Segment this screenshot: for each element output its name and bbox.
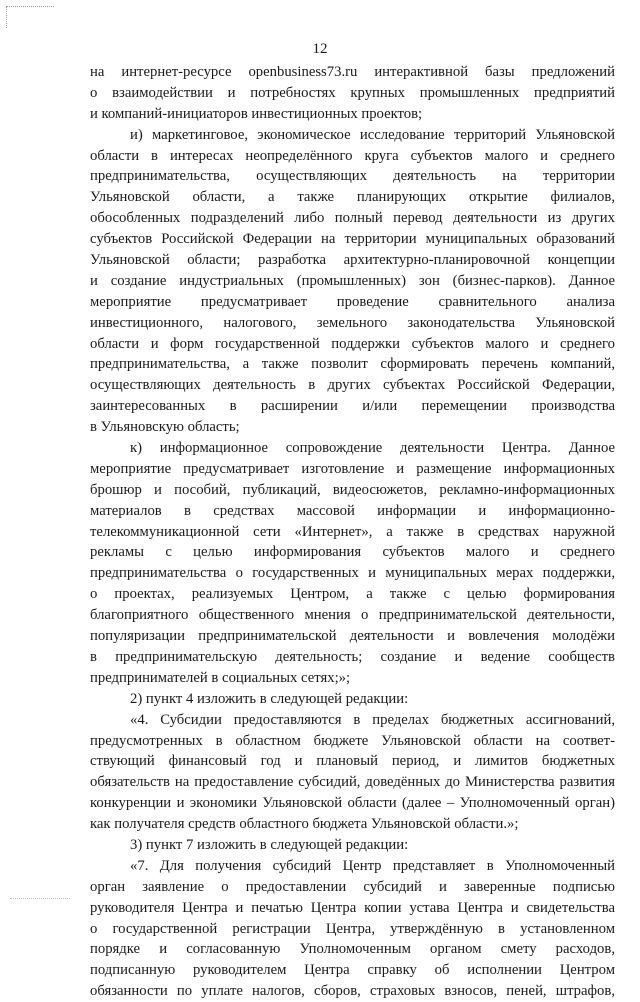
text-line: о проектах, реализуемых Центром, а также с целью формирования [90, 586, 615, 603]
text-line: предусмотренных в областном бюджете Ульяновской области на соответ- [90, 732, 615, 749]
text-line: и создание индустриальных (промышленных) зон (бизнес-парков). Данное [90, 272, 615, 289]
text-line: и) маркетинговое, экономическое исследование территорий Ульяновской [130, 126, 615, 143]
text-line: брошюр и пособий, публикаций, видеосюжетов, рекламно-информационных [90, 481, 615, 498]
text-line: как получателя средств областного бюджета Ульяновской области.»; [90, 816, 519, 833]
text-line: конкуренции и экономики Ульяновской области (далее – Уполномоченный орган) [90, 795, 615, 812]
text-line: Ульяновской области, а также планирующих открытие филиалов, [90, 189, 615, 206]
text-line: Ульяновской области; разработка архитектурно-планировочной концепции [90, 252, 615, 269]
scan-border-mark [10, 898, 70, 899]
text-line: обязанности по уплате налогов, сборов, страховых взносов, пеней, штрафов, [90, 983, 615, 1000]
text-line: рекламы с целью информирования субъектов малого и среднего [90, 544, 615, 561]
page-number: 12 [312, 41, 328, 57]
scan-border-mark [6, 6, 7, 28]
text-line: на интернет-ресурсе openbusiness73.ru интерактивной базы предложений [90, 64, 615, 80]
text-line: в Ульяновскую область; [90, 419, 240, 436]
text-line: предпринимательства, а также позволит сформировать перечень компаний, [90, 356, 615, 373]
text-line: субъектов Российской Федерации на территории муниципальных образований [90, 231, 615, 248]
text-line: «4. Субсидии предоставляются в пределах бюджетных ассигнований, [130, 711, 615, 728]
text-line: обособленных подразделений либо полный перевод деятельности из других [90, 210, 615, 227]
text-line: ствующий финансовый год и плановый период, и лимитов бюджетных [90, 753, 615, 770]
text-line: заинтересованных в расширении и/или перемещении производства [90, 398, 615, 415]
text-line: о взаимодействии и потребностях крупных промышленных предприятий [90, 84, 615, 101]
scan-border-mark [6, 6, 54, 7]
text-line: мероприятие предусматривает изготовление и размещение информационных [90, 460, 615, 477]
text-line: обязательств на предоставление субсидий, доведённых до Министерства развития [90, 774, 615, 791]
text-line: орган заявление о предоставлении субсидий и заверенные подписью [90, 878, 615, 895]
text-line: подписанную руководителем Центра справку об исполнении Центром [90, 962, 615, 979]
text-line: и компаний-инициаторов инвестиционных проектов; [90, 105, 423, 122]
text-line: популяризации предпринимательской деятельности и вовлечения молодёжи [90, 628, 615, 645]
document-body [90, 62, 615, 1002]
text-line: 3) пункт 7 изложить в следующей редакции: [130, 836, 409, 853]
text-line: руководителя Центра и печатью Центра копии устава Центра и свидетельства [90, 899, 615, 916]
text-line: предпринимательства, осуществляющих деятельность на территории [90, 168, 615, 185]
text-line: предпринимателей в социальных сетях;»; [90, 669, 351, 686]
text-line: предпринимательства о государственных и муниципальных мерах поддержки, [90, 565, 615, 582]
text-line: инвестиционного, налогового, земельного законодательства Ульяновской [90, 314, 615, 331]
text-line: области и форм государственной поддержки субъектов малого и среднего [90, 335, 615, 352]
text-line: телекоммуникационной сети «Интернет», а также в средствах наружной [90, 523, 615, 540]
text-line: осуществляющих деятельность в других субъектах Российской Федерации, [90, 377, 615, 394]
text-line: материалов в средствах массовой информации и информационно- [90, 502, 615, 519]
text-line: в предпринимательскую деятельность; создание и ведение сообществ [90, 648, 615, 665]
text-line: о государственной регистрации Центра, утверждённую в установленном [90, 920, 615, 937]
text-line: к) информационное сопровождение деятельности Центра. Данное [130, 440, 615, 457]
text-line: порядке и согласованную Уполномоченным органом смету расходов, [90, 941, 615, 958]
text-line: мероприятие предусматривает проведение сравнительного анализа [90, 293, 615, 310]
text-line: благоприятного общественного мнения о предпринимательской деятельности, [90, 607, 615, 624]
text-line: области в интересах неопределённого круга субъектов малого и среднего [90, 147, 615, 164]
text-line: 2) пункт 4 изложить в следующей редакции: [130, 690, 409, 707]
text-line: «7. Для получения субсидий Центр представляет в Уполномоченный [130, 857, 615, 874]
